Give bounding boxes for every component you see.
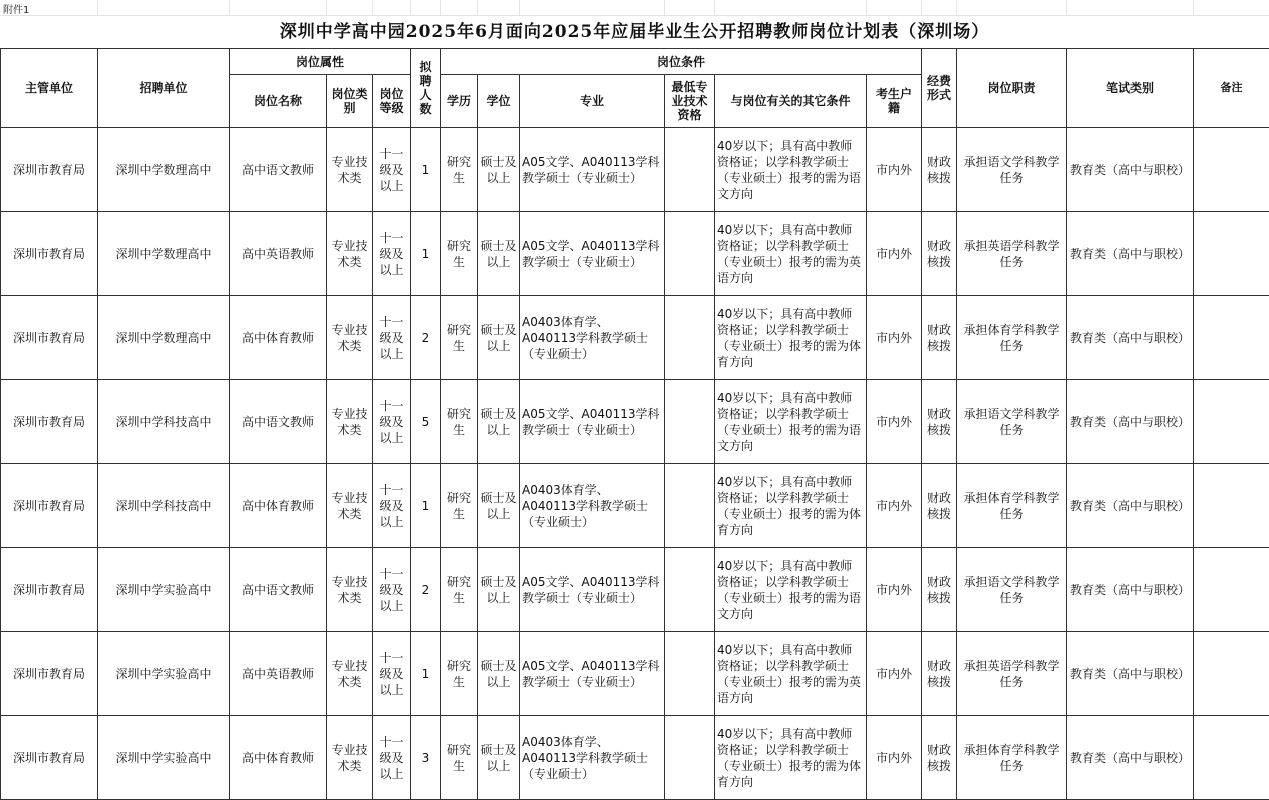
cell-remarks	[1194, 548, 1269, 632]
cell-remarks	[1194, 128, 1269, 212]
table-row	[1, 464, 1269, 548]
grid-cell	[1066, 0, 1194, 15]
cell-planned-count: 5	[411, 380, 441, 464]
header-household: 考生户籍	[867, 75, 922, 128]
header-position-category: 岗位类别	[327, 75, 373, 128]
cell-major: A05文学、A040113学科教学硕士（专业硕士）	[520, 548, 665, 632]
table-row	[1, 128, 1269, 212]
cell-exam-type: 教育类（高中与职校）	[1067, 212, 1194, 296]
cell-supervising-unit: 深圳市教育局	[1, 548, 98, 632]
cell-supervising-unit: 深圳市教育局	[1, 128, 98, 212]
grid-cell	[519, 0, 665, 15]
cell-position-category: 专业技术类	[327, 716, 373, 800]
table-row	[1, 548, 1269, 632]
grid-cell	[956, 0, 1067, 15]
cell-position-level: 十一级及以上	[373, 128, 411, 212]
cell-remarks	[1194, 212, 1269, 296]
cell-position-category: 专业技术类	[327, 632, 373, 716]
cell-min-title	[665, 632, 715, 716]
cell-funding: 财政核拨	[922, 716, 957, 800]
cell-education: 研究生	[441, 716, 478, 800]
cell-position-category: 专业技术类	[327, 464, 373, 548]
cell-other-conditions: 40岁以下；具有高中教师资格证；以学科教学硕士（专业硕士）报考的需为语文方向	[715, 380, 867, 464]
cell-other-conditions: 40岁以下；具有高中教师资格证；以学科教学硕士（专业硕士）报考的需为语文方向	[715, 548, 867, 632]
header-position-attributes: 岗位属性	[230, 49, 411, 75]
cell-min-title	[665, 296, 715, 380]
header-remarks: 备注	[1194, 49, 1269, 128]
cell-recruiting-unit: 深圳中学数理高中	[98, 128, 230, 212]
cell-position-level: 十一级及以上	[373, 296, 411, 380]
cell-recruiting-unit: 深圳中学数理高中	[98, 212, 230, 296]
cell-planned-count: 3	[411, 716, 441, 800]
cell-min-title	[665, 548, 715, 632]
cell-duties: 承担英语学科教学任务	[957, 632, 1067, 716]
table-row	[1, 632, 1269, 716]
grid-cell	[921, 0, 957, 15]
cell-duties: 承担语文学科教学任务	[957, 380, 1067, 464]
grid-cell	[714, 0, 867, 15]
sheet-top-row	[0, 0, 1269, 16]
cell-position-category: 专业技术类	[327, 128, 373, 212]
cell-major: A05文学、A040113学科教学硕士（专业硕士）	[520, 380, 665, 464]
header-min-title: 最低专业技术资格	[665, 75, 715, 128]
cell-funding: 财政核拨	[922, 380, 957, 464]
cell-exam-type: 教育类（高中与职校）	[1067, 632, 1194, 716]
cell-major: A05文学、A040113学科教学硕士（专业硕士）	[520, 632, 665, 716]
grid-cell	[372, 0, 411, 15]
grid-cell	[866, 0, 922, 15]
cell-degree: 硕士及以上	[478, 716, 520, 800]
cell-planned-count: 1	[411, 464, 441, 548]
header-funding: 经费形式	[922, 49, 957, 128]
cell-position-category: 专业技术类	[327, 212, 373, 296]
header-degree: 学位	[478, 75, 520, 128]
cell-degree: 硕士及以上	[478, 632, 520, 716]
cell-position-level: 十一级及以上	[373, 380, 411, 464]
cell-duties: 承担体育学科教学任务	[957, 464, 1067, 548]
cell-funding: 财政核拨	[922, 548, 957, 632]
cell-supervising-unit: 深圳市教育局	[1, 632, 98, 716]
cell-position-name: 高中英语教师	[230, 632, 327, 716]
header-major: 专业	[520, 75, 665, 128]
cell-position-category: 专业技术类	[327, 380, 373, 464]
header-recruiting-unit: 招聘单位	[98, 49, 230, 128]
cell-other-conditions: 40岁以下；具有高中教师资格证；以学科教学硕士（专业硕士）报考的需为英语方向	[715, 632, 867, 716]
cell-funding: 财政核拨	[922, 212, 957, 296]
cell-planned-count: 1	[411, 632, 441, 716]
cell-position-level: 十一级及以上	[373, 632, 411, 716]
cell-recruiting-unit: 深圳中学实验高中	[98, 548, 230, 632]
cell-position-name: 高中语文教师	[230, 128, 327, 212]
table-row	[1, 212, 1269, 296]
cell-position-name: 高中语文教师	[230, 380, 327, 464]
cell-household: 市内外	[867, 380, 922, 464]
cell-supervising-unit: 深圳市教育局	[1, 464, 98, 548]
cell-other-conditions: 40岁以下；具有高中教师资格证；以学科教学硕士（专业硕士）报考的需为语文方向	[715, 128, 867, 212]
cell-funding: 财政核拨	[922, 632, 957, 716]
cell-education: 研究生	[441, 128, 478, 212]
cell-other-conditions: 40岁以下；具有高中教师资格证；以学科教学硕士（专业硕士）报考的需为英语方向	[715, 212, 867, 296]
grid-cell	[664, 0, 715, 15]
cell-household: 市内外	[867, 296, 922, 380]
cell-household: 市内外	[867, 632, 922, 716]
cell-education: 研究生	[441, 212, 478, 296]
cell-other-conditions: 40岁以下；具有高中教师资格证；以学科教学硕士（专业硕士）报考的需为体育方向	[715, 716, 867, 800]
recruitment-plan-table	[0, 48, 1269, 800]
cell-funding: 财政核拨	[922, 128, 957, 212]
cell-remarks	[1194, 296, 1269, 380]
cell-planned-count: 2	[411, 296, 441, 380]
cell-position-name: 高中体育教师	[230, 464, 327, 548]
cell-major: A0403体育学、A040113学科教学硕士（专业硕士）	[520, 296, 665, 380]
cell-other-conditions: 40岁以下；具有高中教师资格证；以学科教学硕士（专业硕士）报考的需为体育方向	[715, 296, 867, 380]
page-title: 深圳中学高中园2025年6月面向2025年应届毕业生公开招聘教师岗位计划表（深圳场）	[279, 22, 990, 42]
cell-major: A0403体育学、A040113学科教学硕士（专业硕士）	[520, 464, 665, 548]
cell-position-name: 高中体育教师	[230, 296, 327, 380]
cell-planned-count: 2	[411, 548, 441, 632]
header-other-conditions: 与岗位有关的其它条件	[715, 75, 867, 128]
table-row	[1, 380, 1269, 464]
cell-min-title	[665, 380, 715, 464]
header-exam-type: 笔试类别	[1067, 49, 1194, 128]
cell-duties: 承担英语学科教学任务	[957, 212, 1067, 296]
header-position-level: 岗位等级	[373, 75, 411, 128]
cell-education: 研究生	[441, 296, 478, 380]
cell-duties: 承担体育学科教学任务	[957, 296, 1067, 380]
header-education: 学历	[441, 75, 478, 128]
grid-cell	[477, 0, 520, 15]
header-supervising-unit: 主管单位	[1, 49, 98, 128]
cell-exam-type: 教育类（高中与职校）	[1067, 296, 1194, 380]
cell-supervising-unit: 深圳市教育局	[1, 716, 98, 800]
cell-education: 研究生	[441, 632, 478, 716]
cell-degree: 硕士及以上	[478, 212, 520, 296]
table-row	[1, 716, 1269, 800]
cell-exam-type: 教育类（高中与职校）	[1067, 128, 1194, 212]
cell-funding: 财政核拨	[922, 296, 957, 380]
cell-position-name: 高中体育教师	[230, 716, 327, 800]
cell-degree: 硕士及以上	[478, 296, 520, 380]
cell-degree: 硕士及以上	[478, 548, 520, 632]
attachment-label: 附件1	[3, 5, 30, 16]
cell-education: 研究生	[441, 380, 478, 464]
cell-exam-type: 教育类（高中与职校）	[1067, 380, 1194, 464]
cell-major: A05文学、A040113学科教学硕士（专业硕士）	[520, 128, 665, 212]
cell-planned-count: 1	[411, 212, 441, 296]
table-row	[1, 296, 1269, 380]
cell-supervising-unit: 深圳市教育局	[1, 380, 98, 464]
cell-position-category: 专业技术类	[327, 296, 373, 380]
cell-supervising-unit: 深圳市教育局	[1, 212, 98, 296]
cell-other-conditions: 40岁以下；具有高中教师资格证；以学科教学硕士（专业硕士）报考的需为体育方向	[715, 464, 867, 548]
cell-remarks	[1194, 632, 1269, 716]
grid-cell	[229, 0, 327, 15]
cell-degree: 硕士及以上	[478, 380, 520, 464]
cell-position-level: 十一级及以上	[373, 548, 411, 632]
cell-min-title	[665, 212, 715, 296]
cell-recruiting-unit: 深圳中学科技高中	[98, 380, 230, 464]
cell-duties: 承担语文学科教学任务	[957, 128, 1067, 212]
header-position-conditions: 岗位条件	[441, 49, 922, 75]
grid-cell	[410, 0, 441, 15]
cell-exam-type: 教育类（高中与职校）	[1067, 716, 1194, 800]
cell-position-name: 高中语文教师	[230, 548, 327, 632]
cell-position-level: 十一级及以上	[373, 212, 411, 296]
cell-min-title	[665, 128, 715, 212]
cell-position-name: 高中英语教师	[230, 212, 327, 296]
cell-degree: 硕士及以上	[478, 464, 520, 548]
cell-supervising-unit: 深圳市教育局	[1, 296, 98, 380]
cell-exam-type: 教育类（高中与职校）	[1067, 464, 1194, 548]
cell-recruiting-unit: 深圳中学科技高中	[98, 464, 230, 548]
grid-cell	[97, 0, 230, 15]
grid-cell	[326, 0, 373, 15]
cell-min-title	[665, 716, 715, 800]
cell-recruiting-unit: 深圳中学数理高中	[98, 296, 230, 380]
cell-remarks	[1194, 380, 1269, 464]
cell-funding: 财政核拨	[922, 464, 957, 548]
cell-household: 市内外	[867, 548, 922, 632]
cell-recruiting-unit: 深圳中学实验高中	[98, 632, 230, 716]
cell-household: 市内外	[867, 128, 922, 212]
cell-recruiting-unit: 深圳中学实验高中	[98, 716, 230, 800]
cell-household: 市内外	[867, 212, 922, 296]
cell-household: 市内外	[867, 716, 922, 800]
cell-household: 市内外	[867, 464, 922, 548]
cell-degree: 硕士及以上	[478, 128, 520, 212]
cell-position-category: 专业技术类	[327, 548, 373, 632]
cell-duties: 承担体育学科教学任务	[957, 716, 1067, 800]
header-planned-count: 拟聘人数	[411, 49, 441, 128]
cell-position-level: 十一级及以上	[373, 716, 411, 800]
cell-duties: 承担语文学科教学任务	[957, 548, 1067, 632]
cell-remarks	[1194, 464, 1269, 548]
cell-exam-type: 教育类（高中与职校）	[1067, 548, 1194, 632]
header-position-name: 岗位名称	[230, 75, 327, 128]
header-duties: 岗位职责	[957, 49, 1067, 128]
grid-cell	[440, 0, 478, 15]
cell-education: 研究生	[441, 464, 478, 548]
cell-education: 研究生	[441, 548, 478, 632]
cell-major: A05文学、A040113学科教学硕士（专业硕士）	[520, 212, 665, 296]
cell-major: A0403体育学、A040113学科教学硕士（专业硕士）	[520, 716, 665, 800]
cell-position-level: 十一级及以上	[373, 464, 411, 548]
cell-planned-count: 1	[411, 128, 441, 212]
cell-remarks	[1194, 716, 1269, 800]
cell-min-title	[665, 464, 715, 548]
